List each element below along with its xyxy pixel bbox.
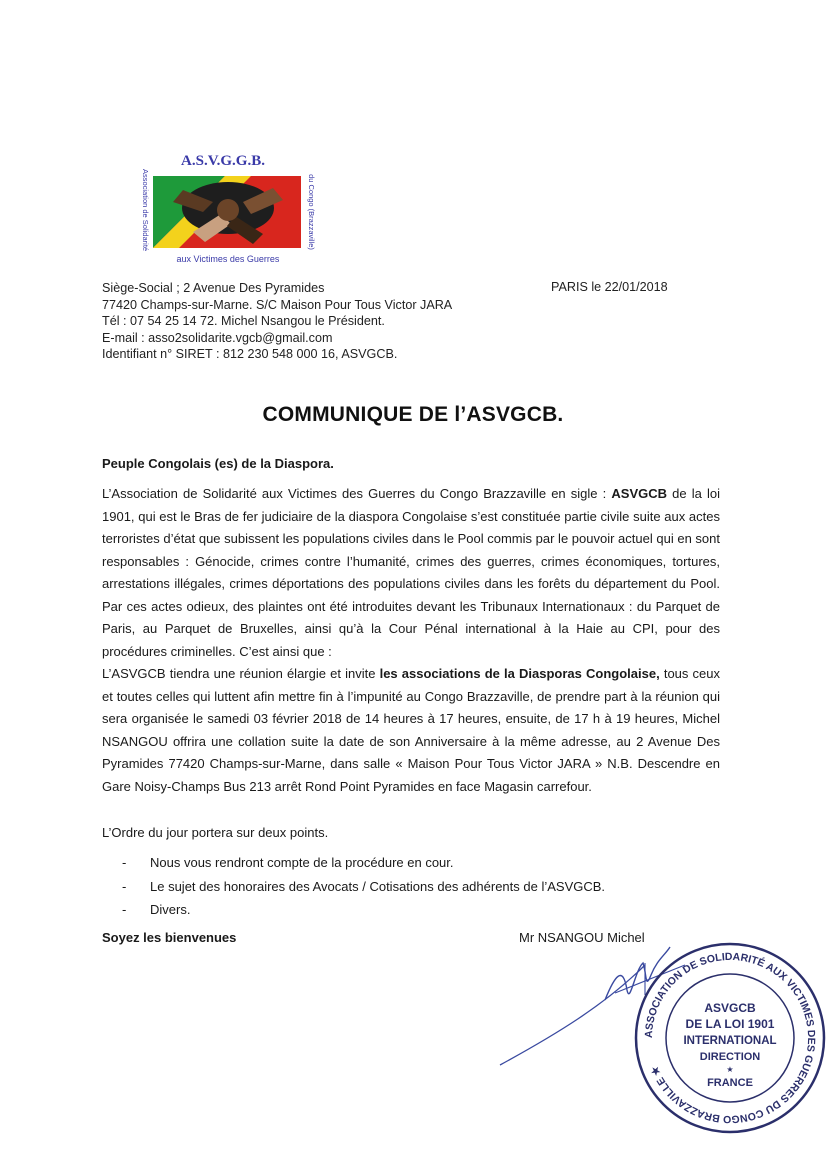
logo-left-text: Association de Solidarité [141,168,150,252]
list-item [102,898,605,922]
stamp-line: ASVGCB [704,1001,756,1015]
stamp-seal-icon [630,938,830,1138]
greeting-line: Peuple Congolais (es) de la Diaspora. [102,456,334,471]
official-stamp [630,938,830,1138]
paragraph-text: L’ASVGCB tiendra une réunion élargie et invite [102,666,380,681]
agenda-list [102,851,605,922]
signer-name: Mr NSANGOU Michel [519,930,645,945]
list-item [102,875,605,899]
list-item-text: Nous vous rendront compte de la procédure en cour. [150,855,454,870]
stamp-line: DIRECTION [699,1051,761,1063]
stamp-line: FRANCE [707,1077,753,1089]
sender-line-phone: Tél : 07 54 25 14 72. Michel Nsangou le Président. [102,314,385,329]
sender-address-block [102,280,452,363]
logo-right-text: du Congo (Brazzaville) [307,174,316,250]
paragraph-meeting [102,663,720,798]
stamp-line: DE LA LOI 1901 [685,1017,775,1031]
list-bullet: - [122,855,127,870]
document-title: COMMUNIQUE DE l’ASVGCB. [262,403,564,426]
paragraph-text: L’Association de Solidarité aux Victimes des Guerres du Congo Brazzaville en sigle : [102,486,612,501]
list-item-text: Divers. [150,902,191,917]
sender-line-city: 77420 Champs-sur-Marne. S/C Maison Pour Tous Victor JARA [102,297,453,312]
document-date: PARIS le 22/01/2018 [551,280,668,294]
sender-line-siret: Identifiant n° SIRET : 812 230 548 000 16, ASVGCB. [102,347,398,362]
paragraph-text: tous ceux et toutes celles qui luttent afin mettre fin à l’impunité au Congo Brazzaville, de prendre part à la réunion qui sera organisée le samedi 03 février 2018 de 14 heures à 17 heures, ensuite, de 17 h à 19 heures, Michel NSANGOU offrira une collation suite la date de son Anniversaire à la même adresse, au 2 Avenue Des Pyramides 77420 Champs-sur-Marne, dans salle « Maison Pour Tous Victor JARA » N.B. Descendre en Gare Noisy-Champs Bus 213 arrêt Rond Point Pyramides en face Magasin carrefour. [102,666,721,794]
paragraph-text: de la loi 1901, qui est le Bras de fer judiciaire de la diaspora Congolaise s’est constituée partie civile suite aux actes terroristes d’état que subissent les populations civiles dans le Pool commis par le pouvoir actuel qui en sont responsables : Génocide, crimes contre l’humanité, crimes des guerres, crimes économiques, tortures, arrestations illégales, crimes déportations des populations civiles dans les forêts du département du Pool. Par ces actes odieux, des plaintes ont été introduites devant les Tribunaux Internationaux : du Parquet de Paris, au Parquet de Bruxelles, ainsi qu’à la Cour Pénal international à la Haie au CPI, pour des procédures criminelles. C’est ainsi que : [102,486,721,659]
closing-line: Soyez les bienvenues [102,930,237,945]
stamp-line: INTERNATIONAL [683,1035,777,1047]
paragraph-association [102,483,720,663]
association-logo [133,150,316,270]
list-item-text: Le sujet des honoraires des Avocats / Cotisations des adhérents de l’ASVGCB. [150,878,606,894]
paragraph-bold-text: ASVGCB [611,486,668,501]
paragraph-bold-text: les associations de la Diasporas Congolaise, [379,666,660,681]
list-item [102,851,605,875]
sender-line-email: E-mail : asso2solidarite.vgcb@gmail.com [102,330,333,345]
list-bullet: - [122,902,127,917]
logo-emblem [133,150,316,270]
stamp-ring-text: ASSOCIATION DE SOLIDARITÉ AUX VICTIMES DES GUERRES DU CONGO BRAZZAVILLE ★ [642,950,818,1126]
list-bullet: - [122,878,127,894]
paragraph-agenda-intro: L’Ordre du jour portera sur deux points. [102,825,329,840]
logo-acronym: A.S.V.G.G.B. [181,153,265,169]
sender-line-office: Siège-Social ; 2 Avenue Des Pyramides [102,281,325,295]
logo-bottom-text: aux Victimes des Guerres [176,254,280,264]
stamp-star-icon: ★ [726,1065,734,1074]
